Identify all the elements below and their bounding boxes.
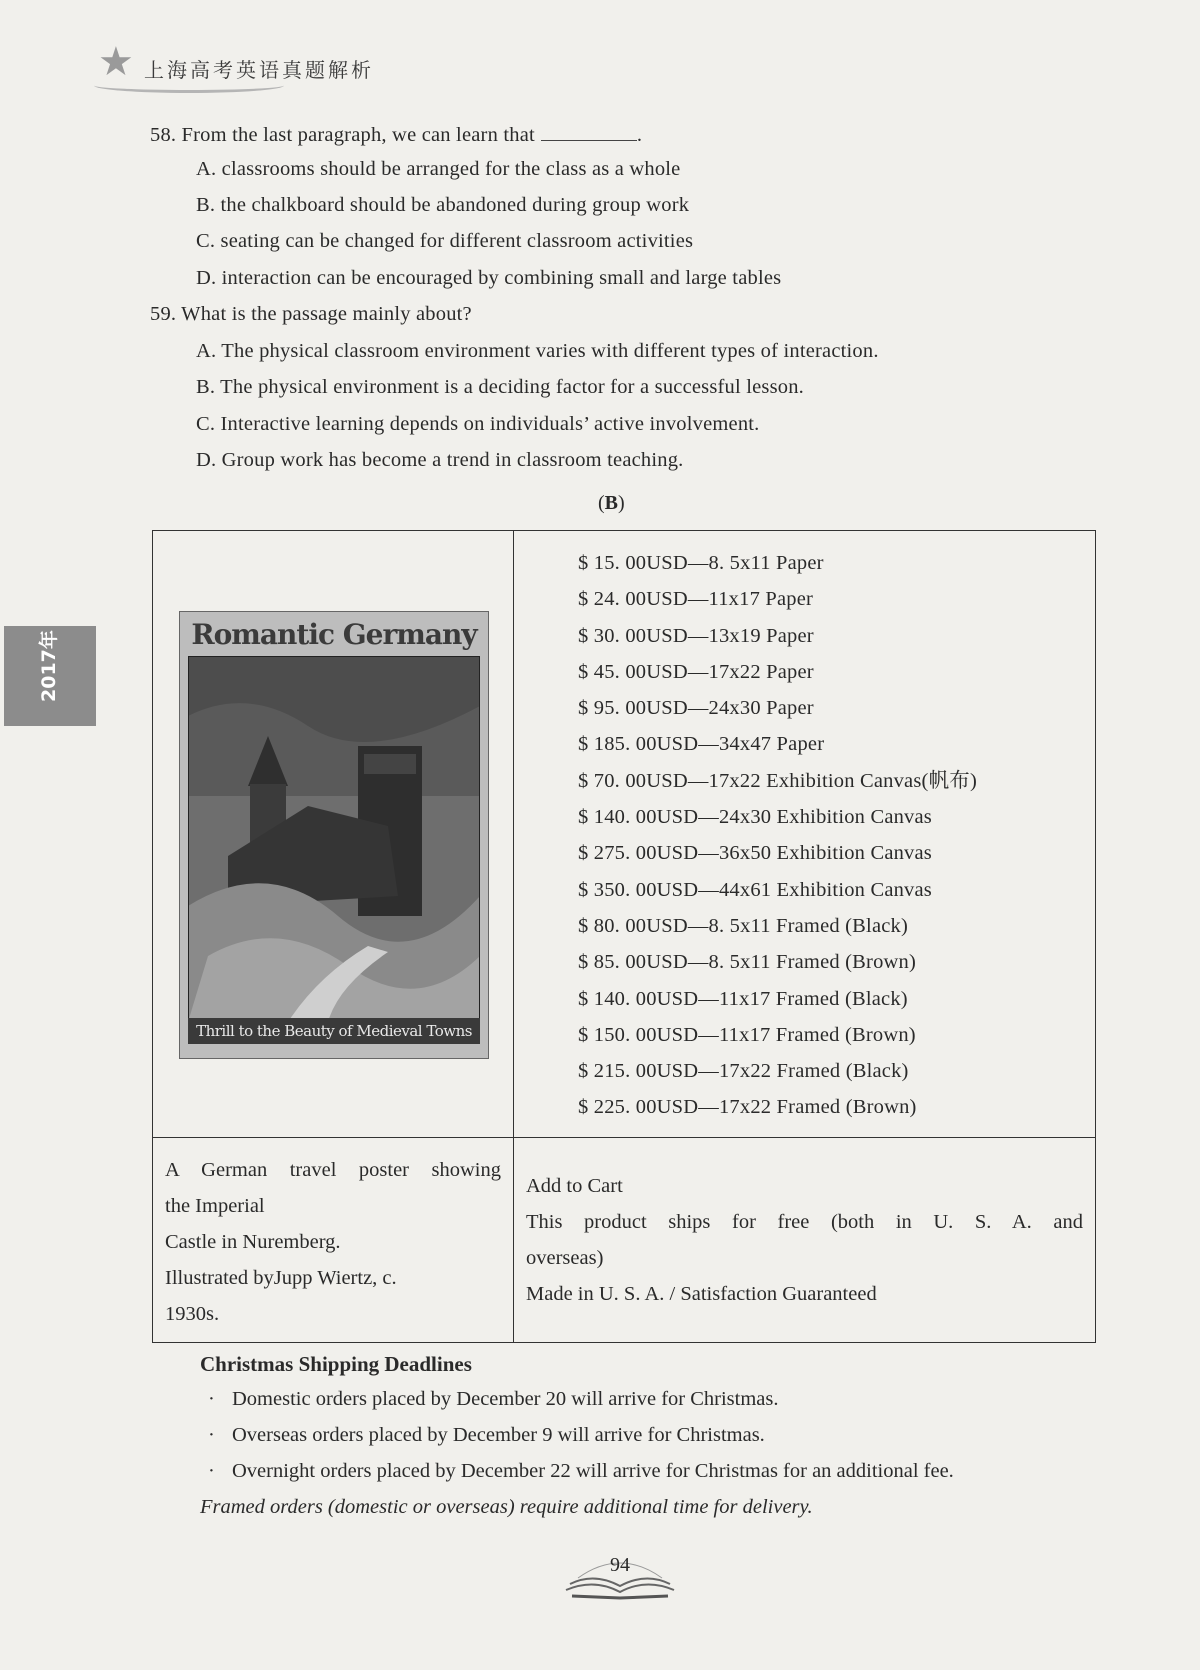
poster-cell [153,531,514,1138]
price-item: $ 225. 00USD—17x22 Framed (Brown) [578,1096,917,1119]
poster-title: Romantic Germany [191,618,477,651]
price-item: $ 70. 00USD—17x22 Exhibition Canvas(帆布) [578,769,977,792]
shipping-item [208,1424,765,1447]
question-59-option-b: B. The physical environment is a deciding factor for a successful lesson. [196,376,804,398]
price-item: $ 185. 00USD—34x47 Paper [578,733,825,756]
section-paren-open: ( [598,492,605,514]
travel-poster-image [179,611,489,1059]
price-item: $ 85. 00USD—8. 5x11 Framed (Brown) [578,951,917,974]
free-shipping-text: This product ships for free (both in U. S. A. and [526,1211,1083,1233]
section-letter: B [604,492,619,514]
section-paren-close: ) [618,492,625,514]
product-table [152,530,1096,1343]
question-58-option-c: C. seating can be changed for different classroom activities [196,230,694,252]
cart-info-cell [514,1138,1096,1343]
shipping-deadlines-title: Christmas Shipping Deadlines [200,1352,472,1376]
price-item: $ 215. 00USD—17x22 Framed (Black) [578,1060,909,1083]
bullet: · [208,1460,215,1482]
bullet: · [208,1388,215,1410]
caption-line: A German travel poster showing [165,1159,501,1181]
price-item: $ 24. 00USD—11x17 Paper [578,588,814,611]
star-icon: ★ [98,39,134,84]
caption-line: Castle in Nuremberg. [165,1231,341,1253]
add-to-cart-text: Add to Cart [526,1175,623,1197]
shipping-item-text: Overnight orders placed by December 22 will arrive for Christmas for an additional fee. [232,1460,954,1482]
price-item: $ 350. 00USD—44x61 Exhibition Canvas [578,878,932,901]
page-footer [564,1546,676,1606]
price-item: $ 15. 00USD—8. 5x11 Paper [578,552,824,574]
book-title: 上海高考英语真题解析 [144,58,374,82]
section-heading [598,492,625,515]
price-item: $ 275. 00USD—36x50 Exhibition Canvas [578,842,932,865]
made-in-usa-text: Made in U. S. A. / Satisfaction Guaranteed [526,1283,877,1305]
page-number: 94 [610,1554,630,1576]
poster-tagline: Thrill to the Beauty of Medieval Towns [188,1018,480,1044]
year-tab [4,626,96,726]
price-item: $ 140. 00USD—11x17 Framed (Black) [578,987,908,1010]
shipping-item-text: Overseas orders placed by December 9 will arrive for Christmas. [232,1424,765,1446]
price-item: $ 95. 00USD—24x30 Paper [578,697,814,720]
price-item: $ 140. 00USD—24x30 Exhibition Canvas [578,806,932,829]
year-label: 2017年 [38,630,60,702]
shipping-item-text: Domestic orders placed by December 20 will arrive for Christmas. [232,1388,779,1410]
question-59-option-c: C. Interactive learning depends on individuals’ active involvement. [196,413,760,435]
bullet: · [208,1424,215,1446]
shipping-item [208,1388,779,1411]
price-cell [514,531,1096,1138]
question-58-option-d: D. interaction can be encouraged by combining small and large tables [196,267,782,289]
question-58-option-a: A. classrooms should be arranged for the class as a whole [196,158,681,180]
free-shipping-text-cont: overseas) [526,1247,604,1269]
stem-end: . [636,124,643,146]
price-item: $ 45. 00USD—17x22 Paper [578,660,814,683]
framed-orders-note: Framed orders (domestic or overseas) require additional time for delivery. [200,1496,813,1518]
price-item: $ 80. 00USD—8. 5x11 Framed (Black) [578,914,909,937]
caption-line: Illustrated byJupp Wiertz, c. [165,1267,397,1289]
question-58-stem [150,122,642,147]
caption-line: the Imperial [165,1195,265,1217]
question-59-option-a: A. The physical classroom environment varies with different types of interaction. [196,340,879,362]
question-58-option-b: B. the chalkboard should be abandoned during group work [196,194,690,216]
question-59-stem: 59. What is the passage mainly about? [150,303,472,325]
poster-caption-cell [153,1138,514,1343]
price-list [578,545,977,1126]
swoosh-decoration [94,78,284,93]
castle-illustration [188,656,480,1022]
price-item: $ 30. 00USD—13x19 Paper [578,624,814,647]
question-59-option-d: D. Group work has become a trend in classroom teaching. [196,449,684,471]
answer-blank [541,122,637,141]
price-item: $ 150. 00USD—11x17 Framed (Brown) [578,1023,916,1046]
caption-line: 1930s. [165,1303,220,1325]
running-header [90,40,450,100]
question-stem-text: 58. From the last paragraph, we can learn that [150,124,535,146]
shipping-item [208,1460,954,1483]
